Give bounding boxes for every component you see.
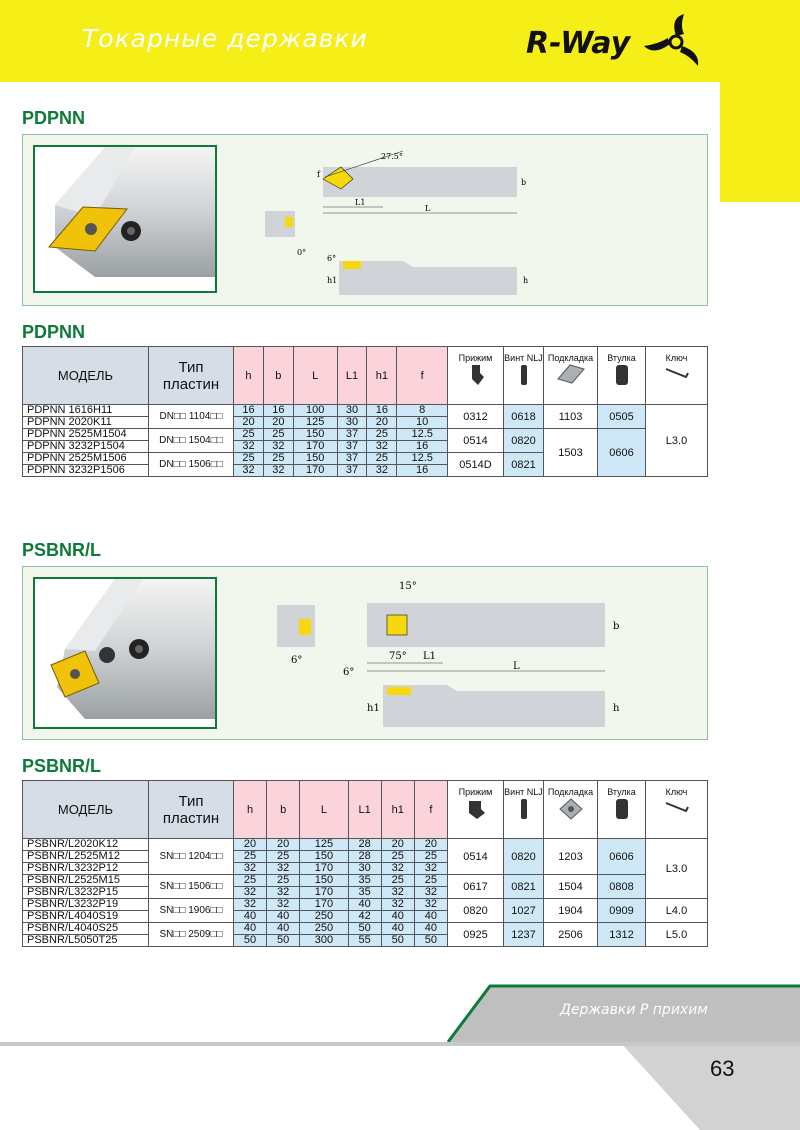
cell-h: 32 xyxy=(234,863,267,875)
screw-label: Винт NLJ xyxy=(504,787,543,797)
col-sleeve xyxy=(598,347,646,405)
insert-type: DN□□ 1104□□ xyxy=(149,405,234,429)
cell-h1: 20 xyxy=(367,417,397,429)
cell-h1: 32 xyxy=(367,465,397,477)
cell-f: 20 xyxy=(414,839,447,851)
cell-f: 12.5 xyxy=(397,429,448,441)
section2-title: PSBNR/L xyxy=(22,540,102,560)
cell-l: 170 xyxy=(300,899,348,911)
cell-clamp: 0820 xyxy=(448,899,504,923)
cell-h1: 32 xyxy=(381,899,414,911)
dim-h1-label: h1 xyxy=(327,276,338,285)
cell-shim: 1904 xyxy=(544,899,598,923)
cell-h1: 32 xyxy=(381,887,414,899)
col-clamp xyxy=(448,781,504,839)
section1-image-box xyxy=(22,134,708,306)
cell-h1: 50 xyxy=(381,935,414,947)
cell-f: 25 xyxy=(414,851,447,863)
cell-sleeve: 1312 xyxy=(598,923,646,947)
col-h: h xyxy=(234,781,267,839)
angle-side-label: 6° xyxy=(327,254,337,263)
cell-h: 32 xyxy=(234,465,264,477)
col-shim xyxy=(544,781,598,839)
dim-f-label: f xyxy=(317,170,320,179)
table1-title: PDPNN xyxy=(22,322,86,342)
col-insert-type: Тип пластин xyxy=(149,781,234,839)
footer-rule xyxy=(0,1042,800,1046)
table-row-model: PSBNR/L4040S19 xyxy=(23,911,149,923)
dim-h-label: h xyxy=(613,703,620,714)
cell-f: 8 xyxy=(397,405,448,417)
table-row-model: PDPNN 3232P1504 xyxy=(23,441,149,453)
table-row-model: PSBNR/L2525M12 xyxy=(23,851,149,863)
dim-b-label: b xyxy=(613,621,620,632)
cell-l: 250 xyxy=(300,923,348,935)
cell-b: 25 xyxy=(267,875,300,887)
cell-l1: 30 xyxy=(337,405,367,417)
cell-key: L5.0 xyxy=(646,923,708,947)
col-h: h xyxy=(234,347,264,405)
cell-b: 25 xyxy=(263,453,293,465)
pdpnn-technical-drawing xyxy=(243,149,543,303)
col-l1: L1 xyxy=(337,347,367,405)
cell-l: 100 xyxy=(293,405,337,417)
col-l1: L1 xyxy=(348,781,381,839)
cell-l1: 40 xyxy=(348,899,381,911)
table-row-model: PDPNN 2020K11 xyxy=(23,417,149,429)
screw-icon xyxy=(518,797,530,821)
col-f: f xyxy=(397,347,448,405)
cell-l: 150 xyxy=(293,429,337,441)
cell-b: 32 xyxy=(267,863,300,875)
cell-screw: 0820 xyxy=(504,429,544,453)
cell-h: 20 xyxy=(234,839,267,851)
cell-b: 32 xyxy=(267,887,300,899)
cell-l1: 37 xyxy=(337,429,367,441)
table2-title: PSBNR/L xyxy=(22,756,102,776)
dim-l-label: L xyxy=(425,204,431,213)
hex-key-icon xyxy=(662,363,692,383)
col-h1: h1 xyxy=(381,781,414,839)
psbnr-spec-table xyxy=(22,780,708,947)
table-row-model: PDPNN 2525M1506 xyxy=(23,453,149,465)
angle-left-label: 6° xyxy=(291,655,303,666)
cell-b: 32 xyxy=(263,441,293,453)
cell-l1: 28 xyxy=(348,839,381,851)
cell-l1: 30 xyxy=(348,863,381,875)
cell-h: 50 xyxy=(234,935,267,947)
psbnr-holder-image xyxy=(35,579,215,727)
cell-f: 32 xyxy=(414,899,447,911)
clamp-icon xyxy=(465,797,487,821)
cell-shim: 1504 xyxy=(544,875,598,899)
col-clamp xyxy=(448,347,504,405)
cell-l: 170 xyxy=(300,863,348,875)
cell-screw: 0618 xyxy=(504,405,544,429)
cell-screw: 1237 xyxy=(504,923,544,947)
dim-l-label: L xyxy=(513,661,520,672)
cell-key: L3.0 xyxy=(646,839,708,899)
page-number: 63 xyxy=(710,1056,735,1081)
pdpnn-tool-photo xyxy=(33,145,217,293)
cell-b: 50 xyxy=(267,935,300,947)
cell-b: 32 xyxy=(263,465,293,477)
table-row-model: PSBNR/L3232P12 xyxy=(23,863,149,875)
cell-f: 40 xyxy=(414,911,447,923)
cell-h1: 40 xyxy=(381,911,414,923)
section1-title: PDPNN xyxy=(22,108,86,128)
cell-l: 250 xyxy=(300,911,348,923)
logo-text: R-Way xyxy=(526,26,631,61)
cell-h1: 25 xyxy=(367,429,397,441)
psbnr-tool-photo xyxy=(33,577,217,729)
sleeve-icon xyxy=(614,363,630,387)
screw-label: Винт NLJ xyxy=(504,353,543,363)
shim-label: Подкладка xyxy=(547,787,594,797)
cell-h: 32 xyxy=(234,441,264,453)
cell-h: 20 xyxy=(234,417,264,429)
angle-zero-label: 0° xyxy=(297,248,307,257)
cell-l: 125 xyxy=(300,839,348,851)
cell-h: 40 xyxy=(234,923,267,935)
cell-f: 16 xyxy=(397,441,448,453)
cell-l1: 35 xyxy=(348,875,381,887)
table-row-model: PSBNR/L5050T25 xyxy=(23,935,149,947)
col-b: b xyxy=(263,347,293,405)
psbnr-technical-drawing xyxy=(263,577,643,737)
cell-h: 25 xyxy=(234,851,267,863)
side-band xyxy=(720,82,800,202)
sleeve-icon xyxy=(614,797,630,821)
cell-clamp: 0617 xyxy=(448,875,504,899)
pdpnn-spec-table xyxy=(22,346,708,477)
cell-b: 16 xyxy=(263,405,293,417)
cell-f: 10 xyxy=(397,417,448,429)
cell-h: 16 xyxy=(234,405,264,417)
dim-l1-label: L1 xyxy=(355,198,366,207)
cell-l: 150 xyxy=(300,851,348,863)
cell-clamp: 0514D xyxy=(448,453,504,477)
cell-clamp: 0312 xyxy=(448,405,504,429)
cell-sleeve: 0606 xyxy=(598,429,646,477)
cell-h1: 32 xyxy=(367,441,397,453)
cell-clamp: 0514 xyxy=(448,429,504,453)
dim-h-label: h xyxy=(523,276,529,285)
cell-f: 32 xyxy=(414,887,447,899)
cell-l1: 37 xyxy=(337,465,367,477)
cell-h: 25 xyxy=(234,429,264,441)
cell-b: 20 xyxy=(267,839,300,851)
cell-l1: 28 xyxy=(348,851,381,863)
cell-l: 170 xyxy=(300,887,348,899)
col-key xyxy=(646,347,708,405)
cell-shim: 1103 xyxy=(544,405,598,429)
cell-screw: 0821 xyxy=(504,875,544,899)
dim-h1-label: h1 xyxy=(367,703,380,714)
pdpnn-holder-image xyxy=(35,147,215,291)
clamp-label: Прижим xyxy=(458,353,493,363)
col-f: f xyxy=(414,781,447,839)
col-key xyxy=(646,781,708,839)
cell-f: 25 xyxy=(414,875,447,887)
footer-caption: Державки P прихим xyxy=(560,1002,708,1018)
cell-b: 20 xyxy=(263,417,293,429)
table-row-model: PDPNN 2525M1504 xyxy=(23,429,149,441)
angle-top-label: 15° xyxy=(399,581,417,592)
cell-l: 170 xyxy=(293,441,337,453)
angle-mid-label: 75° xyxy=(389,651,407,662)
table-row-model: PSBNR/L4040S25 xyxy=(23,923,149,935)
cell-h1: 25 xyxy=(381,851,414,863)
cell-h: 40 xyxy=(234,911,267,923)
cell-h: 25 xyxy=(234,875,267,887)
clamp-icon xyxy=(466,363,486,387)
sleeve-label: Втулка xyxy=(607,353,636,363)
cell-shim: 1203 xyxy=(544,839,598,875)
dim-b-label: b xyxy=(521,178,527,187)
cell-key: L4.0 xyxy=(646,899,708,923)
table-row-model: PSBNR/L2020K12 xyxy=(23,839,149,851)
cell-l: 170 xyxy=(293,465,337,477)
cell-key: L3.0 xyxy=(646,405,708,477)
cell-h1: 32 xyxy=(381,863,414,875)
cell-f: 40 xyxy=(414,923,447,935)
cell-h1: 25 xyxy=(367,453,397,465)
cell-f: 32 xyxy=(414,863,447,875)
shim-label: Подкладка xyxy=(547,353,594,363)
cell-f: 12.5 xyxy=(397,453,448,465)
dim-l1-label: L1 xyxy=(423,651,437,662)
cell-l1: 50 xyxy=(348,923,381,935)
cell-h1: 25 xyxy=(381,875,414,887)
cell-sleeve: 0808 xyxy=(598,875,646,899)
insert-type: SN□□ 1906□□ xyxy=(149,899,234,923)
cell-sleeve: 0505 xyxy=(598,405,646,429)
key-label: Ключ xyxy=(665,787,688,797)
cell-h: 25 xyxy=(234,453,264,465)
key-label: Ключ xyxy=(665,353,688,363)
cell-l1: 37 xyxy=(337,441,367,453)
table-row-model: PSBNR/L2525M15 xyxy=(23,875,149,887)
cell-b: 40 xyxy=(267,911,300,923)
cell-l1: 55 xyxy=(348,935,381,947)
cell-l1: 30 xyxy=(337,417,367,429)
col-b: b xyxy=(267,781,300,839)
cell-l1: 37 xyxy=(337,453,367,465)
section2-image-box xyxy=(22,566,708,740)
cell-f: 50 xyxy=(414,935,447,947)
insert-type: DN□□ 1504□□ xyxy=(149,429,234,453)
cell-f: 16 xyxy=(397,465,448,477)
angle-label: 27.5° xyxy=(381,152,403,161)
cell-h1: 20 xyxy=(381,839,414,851)
cell-shim: 1503 xyxy=(544,429,598,477)
col-model: МОДЕЛЬ xyxy=(23,347,149,405)
clamp-label: Прижим xyxy=(458,787,493,797)
screw-icon xyxy=(518,363,530,387)
col-screw xyxy=(504,347,544,405)
cell-h1: 16 xyxy=(367,405,397,417)
col-sleeve xyxy=(598,781,646,839)
page-header-title: Токарные державки xyxy=(82,24,368,53)
table-row-model: PDPNN 1616H11 xyxy=(23,405,149,417)
col-model: МОДЕЛЬ xyxy=(23,781,149,839)
cell-b: 32 xyxy=(267,899,300,911)
sleeve-label: Втулка xyxy=(607,787,636,797)
cell-screw: 0821 xyxy=(504,453,544,477)
cell-l1: 35 xyxy=(348,887,381,899)
insert-type: SN□□ 1506□□ xyxy=(149,875,234,899)
cell-h1: 40 xyxy=(381,923,414,935)
table-row-model: PDPNN 3232P1506 xyxy=(23,465,149,477)
cell-l: 150 xyxy=(300,875,348,887)
cell-screw: 0820 xyxy=(504,839,544,875)
cell-b: 40 xyxy=(267,923,300,935)
cell-l: 300 xyxy=(300,935,348,947)
cell-sleeve: 0909 xyxy=(598,899,646,923)
cell-h: 32 xyxy=(234,899,267,911)
shim-icon xyxy=(558,797,584,821)
insert-type: SN□□ 1204□□ xyxy=(149,839,234,875)
insert-type: SN□□ 2509□□ xyxy=(149,923,234,947)
angle-side-label: 6° xyxy=(343,667,355,678)
cell-screw: 1027 xyxy=(504,899,544,923)
cell-h: 32 xyxy=(234,887,267,899)
cell-b: 25 xyxy=(263,429,293,441)
col-screw xyxy=(504,781,544,839)
col-h1: h1 xyxy=(367,347,397,405)
cell-l: 125 xyxy=(293,417,337,429)
cell-sleeve: 0606 xyxy=(598,839,646,875)
cell-shim: 2506 xyxy=(544,923,598,947)
col-shim xyxy=(544,347,598,405)
cell-clamp: 0514 xyxy=(448,839,504,875)
cell-clamp: 0925 xyxy=(448,923,504,947)
cell-l1: 42 xyxy=(348,911,381,923)
table-row-model: PSBNR/L3232P15 xyxy=(23,887,149,899)
col-insert-type: Тип пластин xyxy=(149,347,234,405)
shim-icon xyxy=(556,363,586,385)
col-l: L xyxy=(300,781,348,839)
col-l: L xyxy=(293,347,337,405)
cell-b: 25 xyxy=(267,851,300,863)
cell-l: 150 xyxy=(293,453,337,465)
hex-key-icon xyxy=(662,797,692,817)
table-row-model: PSBNR/L3232P19 xyxy=(23,899,149,911)
insert-type: DN□□ 1506□□ xyxy=(149,453,234,477)
shuriken-logo-icon xyxy=(640,12,712,72)
